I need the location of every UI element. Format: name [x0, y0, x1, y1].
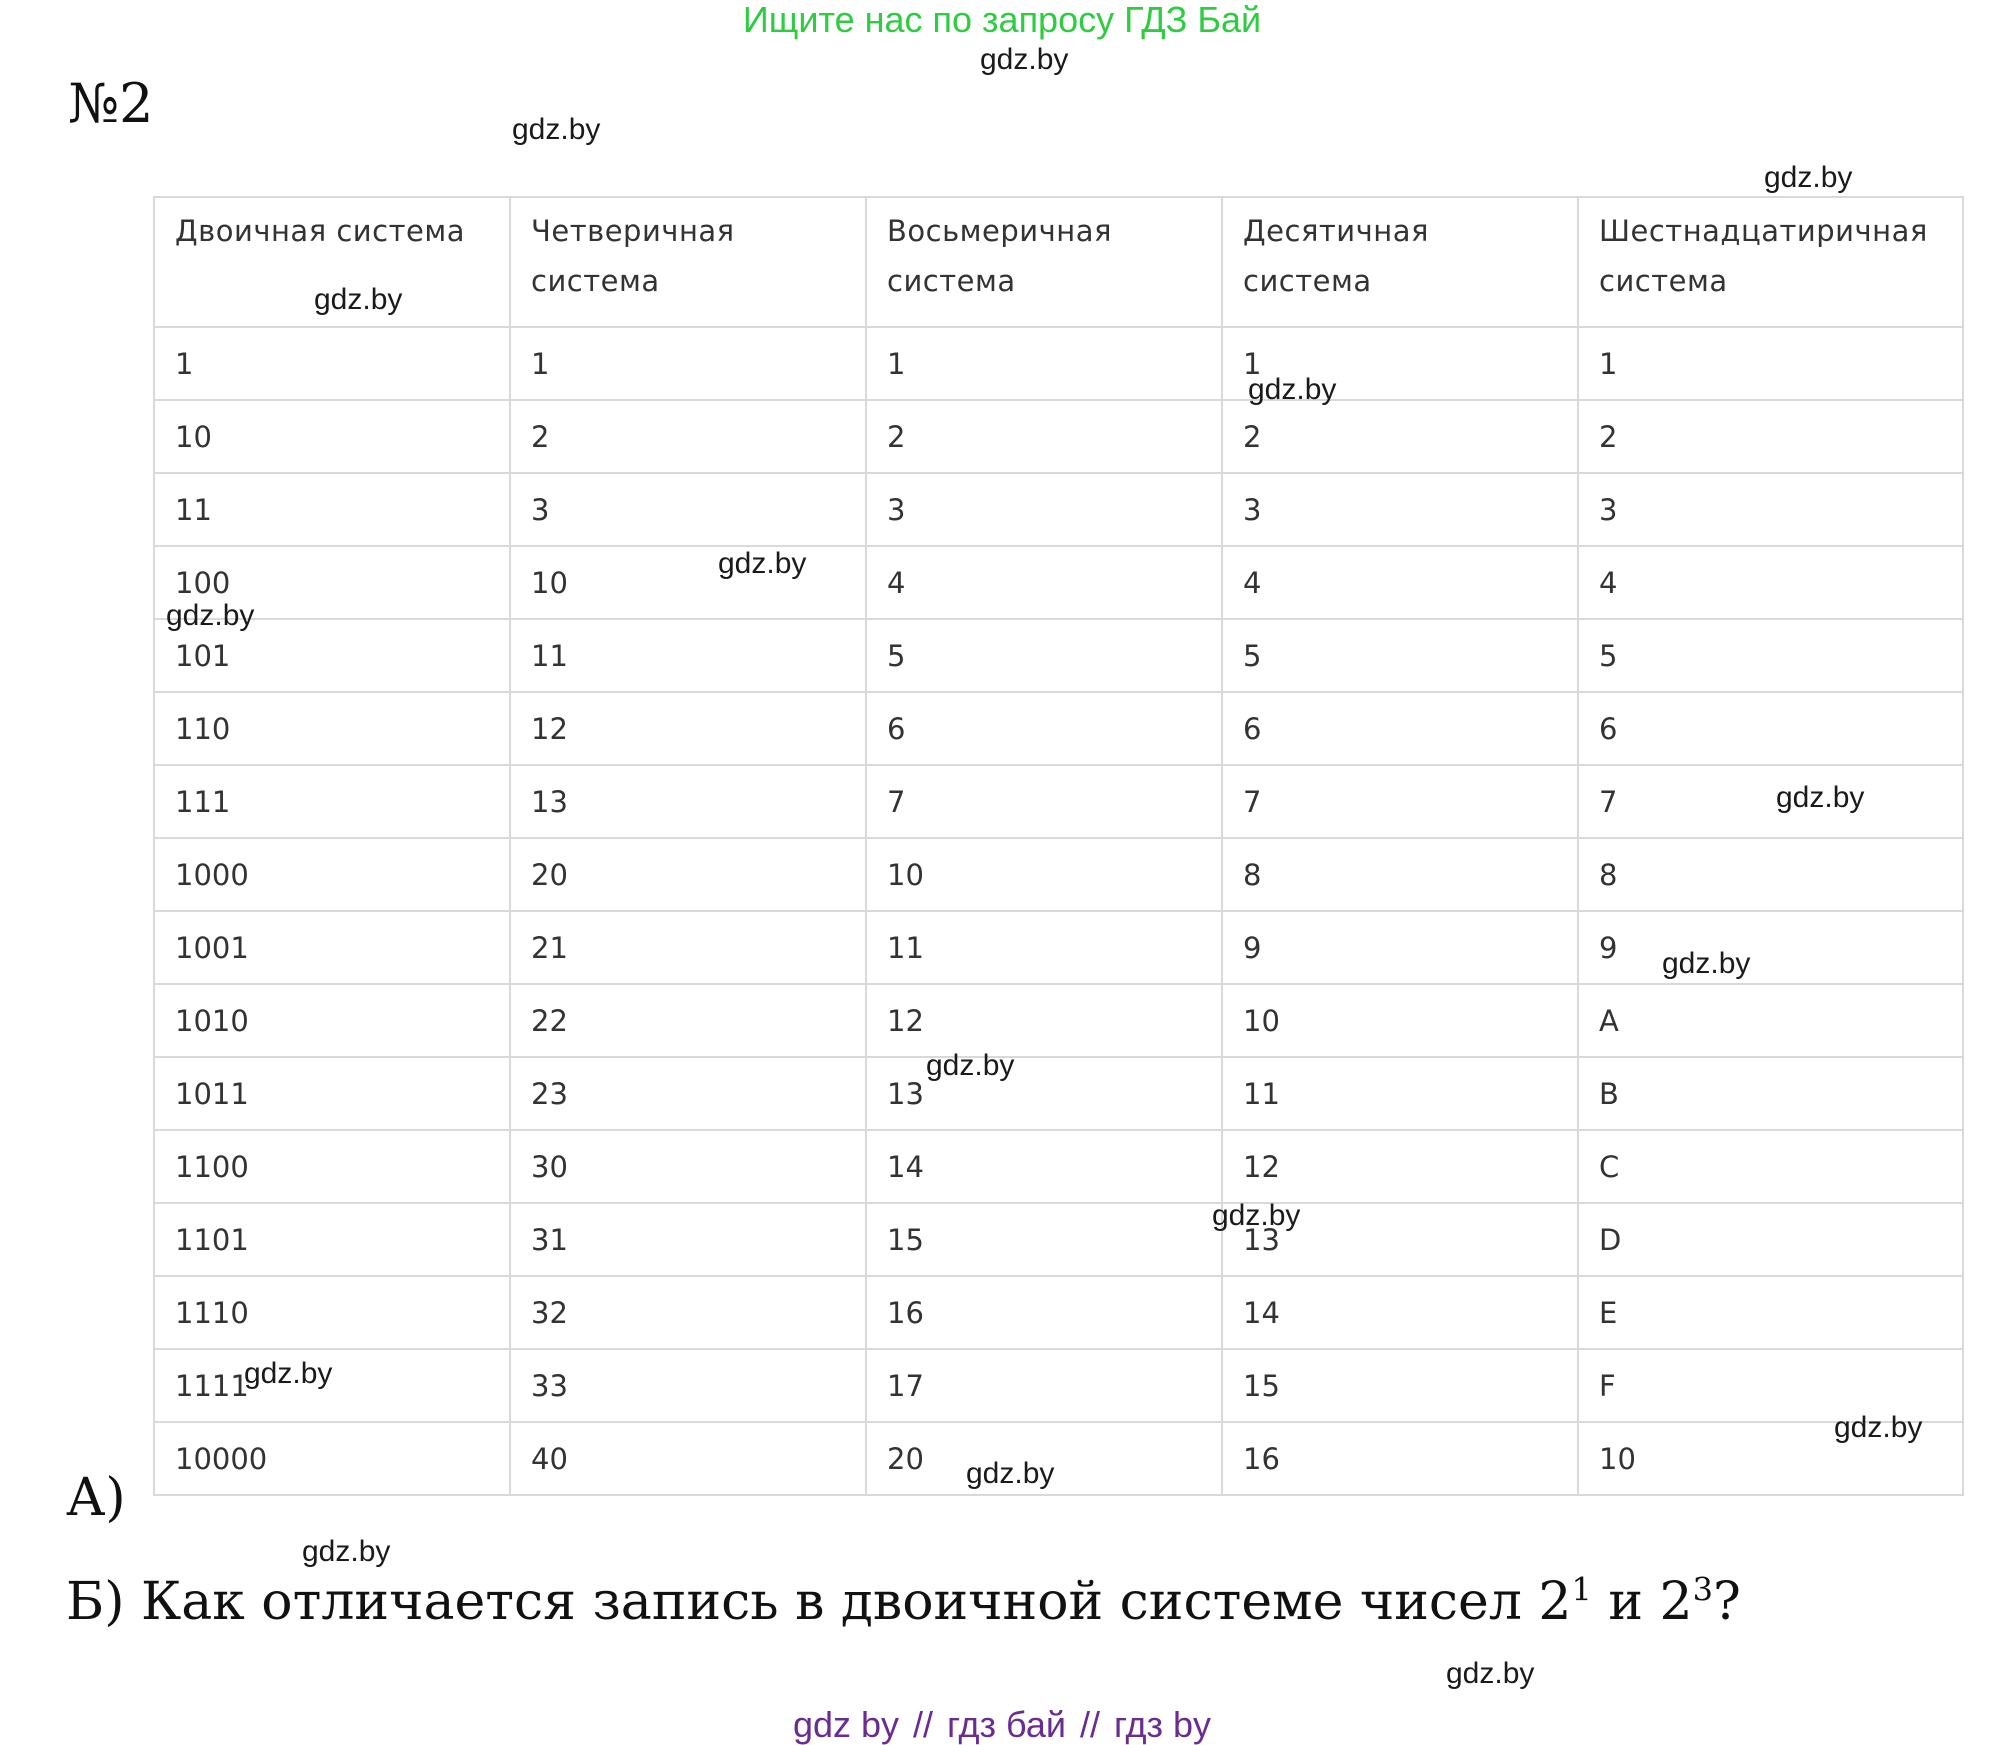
cell-binary: 11 — [154, 473, 510, 546]
cell-decimal: 2 — [1222, 400, 1578, 473]
watermark: gdz.by — [302, 1535, 391, 1568]
table-row — [154, 1057, 1963, 1130]
cell-binary: 1001 — [154, 911, 510, 984]
watermark: gdz.by — [1764, 161, 1853, 194]
table-row — [154, 327, 1963, 400]
cell-octal: 7 — [866, 765, 1222, 838]
cell-binary: 1011 — [154, 1057, 510, 1130]
cell-binary: 1111 — [154, 1349, 510, 1422]
cell-binary: 10 — [154, 400, 510, 473]
footer-separator: // — [1079, 1704, 1100, 1745]
watermark: gdz.by — [718, 547, 807, 580]
cell-decimal: 14 — [1222, 1276, 1578, 1349]
cell-binary: 1 — [154, 327, 510, 400]
cell-hexadecimal: C — [1578, 1130, 1963, 1203]
cell-hexadecimal: 9 — [1578, 911, 1963, 984]
table-row — [154, 1349, 1963, 1422]
cell-decimal: 3 — [1222, 473, 1578, 546]
cell-binary: 1000 — [154, 838, 510, 911]
watermark: gdz.by — [966, 1457, 1055, 1490]
cell-quaternary: 32 — [510, 1276, 866, 1349]
cell-octal: 4 — [866, 546, 1222, 619]
cell-quaternary: 33 — [510, 1349, 866, 1422]
cell-quaternary: 31 — [510, 1203, 866, 1276]
header-quaternary: Четверичная система — [510, 197, 866, 327]
watermark: gdz.by — [1776, 781, 1865, 814]
header-octal: Восьмеричная система — [866, 197, 1222, 327]
cell-quaternary: 13 — [510, 765, 866, 838]
cell-octal: 20 — [866, 1422, 1222, 1495]
exponent-1: 1 — [1571, 1570, 1592, 1609]
cell-binary: 1010 — [154, 984, 510, 1057]
cell-octal: 11 — [866, 911, 1222, 984]
exponent-3: 3 — [1692, 1570, 1713, 1609]
cell-octal: 2 — [866, 400, 1222, 473]
question-b-text: Б) Как отличается запись в двоичной системе чисел 2 — [66, 1572, 1572, 1632]
cell-quaternary: 12 — [510, 692, 866, 765]
cell-quaternary: 40 — [510, 1422, 866, 1495]
cell-decimal: 13 — [1222, 1203, 1578, 1276]
cell-hexadecimal: 4 — [1578, 546, 1963, 619]
cell-octal: 1 — [866, 327, 1222, 400]
cell-quaternary: 30 — [510, 1130, 866, 1203]
cell-binary: 110 — [154, 692, 510, 765]
cell-binary: 1110 — [154, 1276, 510, 1349]
header-binary: Двоичная система — [154, 197, 510, 327]
cell-quaternary: 1 — [510, 327, 866, 400]
cell-binary: 1101 — [154, 1203, 510, 1276]
cell-decimal: 12 — [1222, 1130, 1578, 1203]
cell-quaternary: 2 — [510, 400, 866, 473]
header-decimal: Десятичная система — [1222, 197, 1578, 327]
table-row — [154, 984, 1963, 1057]
table-body — [154, 327, 1963, 1495]
cell-octal: 14 — [866, 1130, 1222, 1203]
question-b-suffix: ? — [1713, 1572, 1741, 1632]
footer-link-gdz-bai[interactable]: гдз бай — [947, 1704, 1066, 1745]
table-row — [154, 1276, 1963, 1349]
cell-hexadecimal: A — [1578, 984, 1963, 1057]
watermark: gdz.by — [244, 1357, 333, 1390]
cell-quaternary: 3 — [510, 473, 866, 546]
cell-hexadecimal: 5 — [1578, 619, 1963, 692]
cell-binary: 111 — [154, 765, 510, 838]
cell-octal: 12 — [866, 984, 1222, 1057]
cell-hexadecimal: 1 — [1578, 327, 1963, 400]
cell-decimal: 6 — [1222, 692, 1578, 765]
cell-octal: 13 — [866, 1057, 1222, 1130]
table-row — [154, 473, 1963, 546]
cell-decimal: 11 — [1222, 1057, 1578, 1130]
cell-octal: 15 — [866, 1203, 1222, 1276]
cell-hexadecimal: 2 — [1578, 400, 1963, 473]
cell-octal: 5 — [866, 619, 1222, 692]
cell-hexadecimal: 3 — [1578, 473, 1963, 546]
cell-decimal: 10 — [1222, 984, 1578, 1057]
table-row — [154, 546, 1963, 619]
table-row — [154, 619, 1963, 692]
cell-hexadecimal: E — [1578, 1276, 1963, 1349]
cell-hexadecimal: D — [1578, 1203, 1963, 1276]
cell-hexadecimal: 8 — [1578, 838, 1963, 911]
table-row — [154, 1422, 1963, 1495]
footer-links — [0, 1705, 2004, 1745]
header-hexadecimal: Шестнадцатиричная система — [1578, 197, 1963, 327]
cell-decimal: 8 — [1222, 838, 1578, 911]
cell-decimal: 7 — [1222, 765, 1578, 838]
cell-octal: 16 — [866, 1276, 1222, 1349]
watermark: gdz.by — [926, 1049, 1015, 1082]
cell-quaternary: 21 — [510, 911, 866, 984]
cell-hexadecimal: B — [1578, 1057, 1963, 1130]
watermark: gdz.by — [1446, 1657, 1535, 1690]
cell-decimal: 4 — [1222, 546, 1578, 619]
question-b-middle: и 2 — [1591, 1572, 1693, 1632]
footer-link-gdz-by[interactable]: gdz by — [792, 1704, 900, 1745]
cell-decimal: 5 — [1222, 619, 1578, 692]
footer-separator: // — [913, 1704, 934, 1745]
number-systems-table — [153, 196, 1964, 1496]
watermark: gdz.by — [166, 599, 255, 632]
cell-hexadecimal: F — [1578, 1349, 1963, 1422]
watermark: gdz.by — [314, 283, 403, 316]
cell-binary: 101 — [154, 619, 510, 692]
cell-decimal: 1 — [1222, 327, 1578, 400]
footer-link-gdz-by-ru[interactable]: гдз by — [1114, 1704, 1212, 1745]
table-row — [154, 692, 1963, 765]
label-a: А) — [66, 1468, 126, 1528]
cell-hexadecimal: 7 — [1578, 765, 1963, 838]
cell-quaternary: 11 — [510, 619, 866, 692]
cell-decimal: 15 — [1222, 1349, 1578, 1422]
cell-binary: 10000 — [154, 1422, 510, 1495]
table-row — [154, 1203, 1963, 1276]
search-banner: Ищите нас по запросу ГДЗ Бай — [742, 0, 1262, 40]
task-number: №2 — [68, 72, 154, 135]
cell-quaternary: 22 — [510, 984, 866, 1057]
cell-hexadecimal: 10 — [1578, 1422, 1963, 1495]
watermark: gdz.by — [1662, 947, 1751, 980]
cell-octal: 6 — [866, 692, 1222, 765]
cell-quaternary: 23 — [510, 1057, 866, 1130]
cell-quaternary: 10 — [510, 546, 866, 619]
table-row — [154, 400, 1963, 473]
watermark: gdz.by — [1248, 373, 1337, 406]
cell-binary: 1100 — [154, 1130, 510, 1203]
cell-decimal: 16 — [1222, 1422, 1578, 1495]
watermark: gdz.by — [512, 113, 601, 146]
cell-octal: 17 — [866, 1349, 1222, 1422]
table-row — [154, 1130, 1963, 1203]
table-row — [154, 765, 1963, 838]
watermark: gdz.by — [1212, 1199, 1301, 1232]
table-header-row — [154, 197, 1963, 327]
cell-decimal: 9 — [1222, 911, 1578, 984]
cell-octal: 10 — [866, 838, 1222, 911]
watermark: gdz.by — [980, 43, 1069, 76]
question-b — [66, 1572, 1741, 1632]
cell-quaternary: 20 — [510, 838, 866, 911]
watermark: gdz.by — [1834, 1411, 1923, 1444]
cell-hexadecimal: 6 — [1578, 692, 1963, 765]
cell-binary: 100 — [154, 546, 510, 619]
cell-octal: 3 — [866, 473, 1222, 546]
table-row — [154, 838, 1963, 911]
